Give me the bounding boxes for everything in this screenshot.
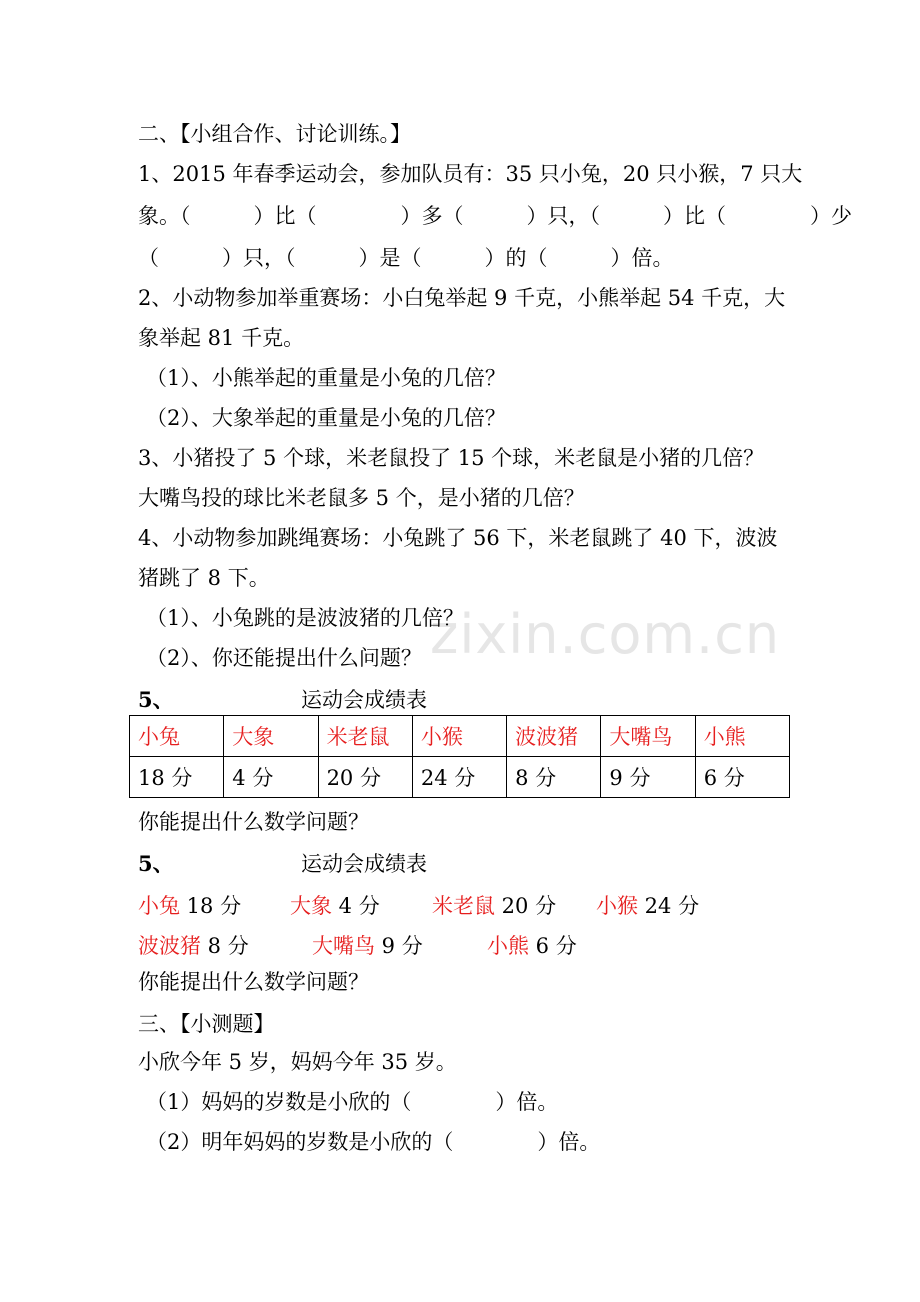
score-item-score: 20 分 [495, 894, 557, 918]
q5a-title: 运动会成绩表 [301, 688, 427, 712]
section2-heading: 二、【小组合作、讨论训练。】 [138, 122, 411, 146]
score-item-name: 大嘴鸟 [312, 934, 375, 958]
score-item-name: 米老鼠 [432, 894, 495, 918]
q5b-number: 5、 [138, 851, 174, 876]
q4-line1: 4、小动物参加跳绳赛场：小兔跳了 56 下，米老鼠跳了 40 下，波波 [138, 526, 778, 550]
score-item-name: 波波猪 [138, 934, 201, 958]
table-cell-score: 20 分 [318, 757, 412, 798]
table-cell-name: 米老鼠 [318, 716, 412, 757]
table-cell-score: 6 分 [695, 757, 789, 798]
score-item [138, 930, 249, 960]
q5a-number: 5、 [138, 687, 174, 712]
table-cell-score: 9 分 [601, 757, 695, 798]
table-cell-name: 小猴 [412, 716, 506, 757]
q5b-question: 你能提出什么数学问题？ [138, 970, 369, 994]
score-item-score: 24 分 [638, 894, 700, 918]
score-item-name: 大象 [290, 894, 332, 918]
q3-line1: 3、小猪投了 5 个球，米老鼠投了 15 个球，米老鼠是小猪的几倍？ [138, 446, 765, 470]
q1-line2: 象。（ ）比（ ）多（ ）只，（ ）比（ ）少 [138, 204, 852, 228]
score-table-names-row [130, 716, 790, 757]
score-item [290, 890, 380, 920]
score-item-score: 9 分 [375, 934, 423, 958]
q2-sub1: （1）、小熊举起的重量是小兔的几倍？ [146, 366, 506, 390]
score-item [487, 930, 577, 960]
q3-line2: 大嘴鸟投的球比米老鼠多 5 个，是小猪的几倍？ [138, 486, 585, 510]
q4-line2: 猪跳了 8 下。 [138, 566, 270, 590]
section3-sub1: （1）妈妈的岁数是小欣的（ ）倍。 [146, 1090, 559, 1114]
table-cell-name: 波波猪 [507, 716, 601, 757]
table-cell-score: 4 分 [224, 757, 318, 798]
table-cell-name: 小兔 [130, 716, 224, 757]
score-item-name: 小猴 [596, 894, 638, 918]
score-table-scores-row [130, 757, 790, 798]
score-item-score: 8 分 [201, 934, 249, 958]
score-item-score: 6 分 [529, 934, 577, 958]
table-cell-name: 大嘴鸟 [601, 716, 695, 757]
table-cell-name: 小熊 [695, 716, 789, 757]
score-item-score: 18 分 [180, 894, 242, 918]
q2-line2: 象举起 81 千克。 [138, 326, 305, 350]
table-cell-score: 24 分 [412, 757, 506, 798]
q1-line1: 1、2015 年春季运动会，参加队员有：35 只小兔，20 只小猴，7 只大 [138, 162, 803, 186]
score-table [129, 715, 790, 798]
q2-line1: 2、小动物参加举重赛场：小白兔举起 9 千克，小熊举起 54 千克，大 [138, 286, 786, 310]
table-cell-name: 大象 [224, 716, 318, 757]
q4-sub2: （2）、你还能提出什么问题？ [146, 646, 422, 670]
section3-sub2: （2）明年妈妈的岁数是小欣的（ ）倍。 [146, 1130, 601, 1154]
table-cell-score: 8 分 [507, 757, 601, 798]
watermark: zixin.com.cn [430, 603, 781, 666]
q5a-question: 你能提出什么数学问题？ [138, 810, 369, 834]
score-item-name: 小兔 [138, 894, 180, 918]
score-item-score: 4 分 [332, 894, 380, 918]
score-item [312, 930, 423, 960]
q5b-title: 运动会成绩表 [301, 852, 427, 876]
score-item [432, 890, 556, 920]
section3-intro: 小欣今年 5 岁，妈妈今年 35 岁。 [138, 1050, 457, 1074]
q2-sub2: （2）、大象举起的重量是小兔的几倍？ [146, 406, 506, 430]
table-cell-score: 18 分 [130, 757, 224, 798]
section3-heading: 三、【小测题】 [138, 1012, 275, 1036]
q4-sub1: （1）、小兔跳的是波波猪的几倍？ [146, 606, 464, 630]
score-item [596, 890, 699, 920]
score-item-name: 小熊 [487, 934, 529, 958]
q1-line3: （ ）只，（ ）是（ ）的（ ）倍。 [138, 246, 674, 270]
score-item [138, 890, 241, 920]
